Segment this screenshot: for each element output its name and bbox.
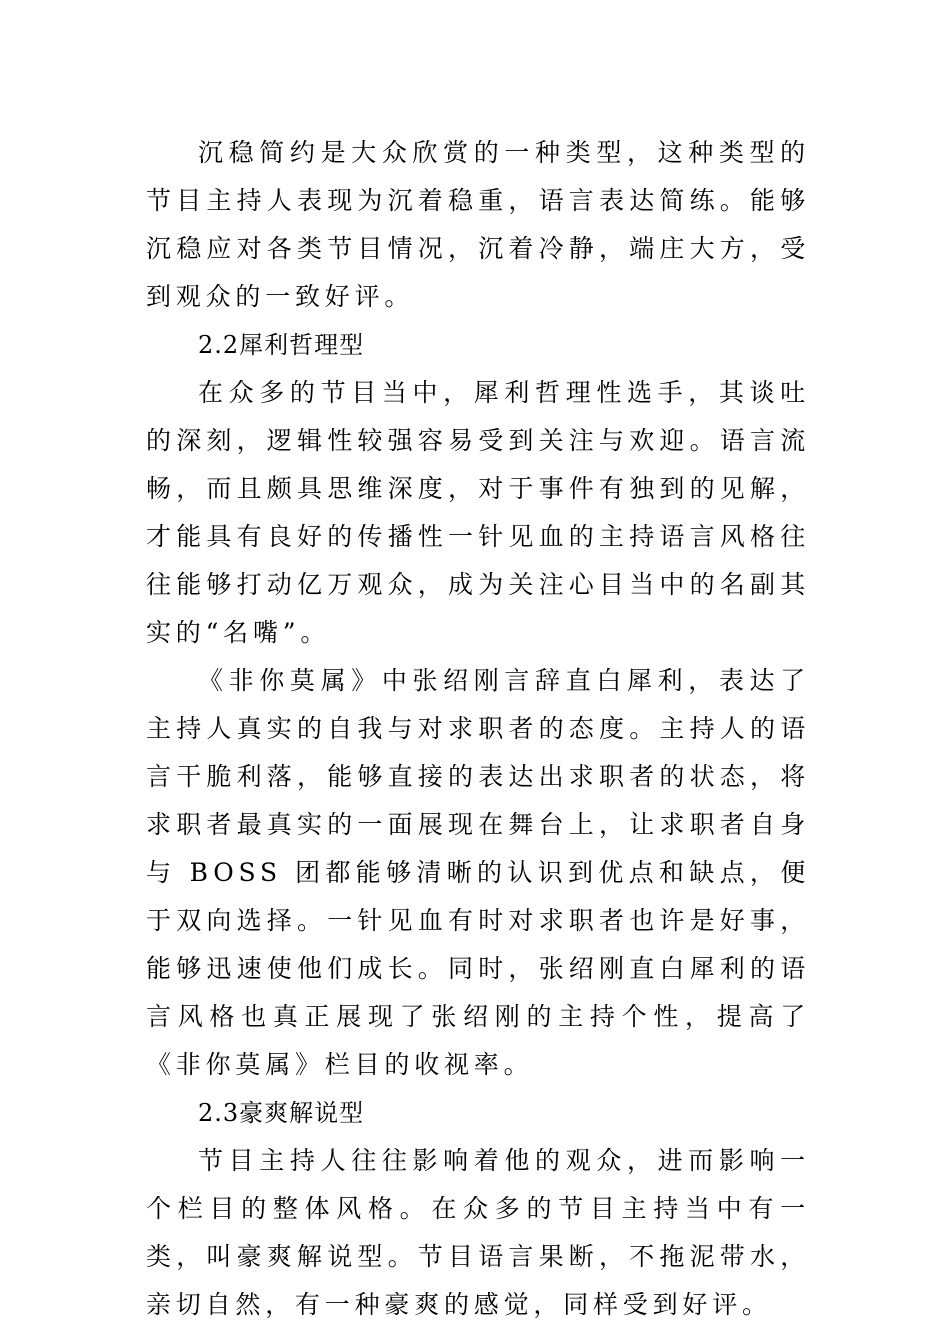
- paragraph-calm-style: 沉稳简约是大众欣赏的一种类型，这种类型的节目主持人表现为沉着稳重，语言表达简练。能够沉稳应对各类节目情况，沉着冷静，端庄大方，受到观众的一致好评。: [146, 138, 810, 311]
- section-heading-2-2: 2.2犀利哲理型: [198, 331, 365, 359]
- paragraph-bold-commentary: 节目主持人往往影响着他的观众，进而影响一个栏目的整体风格。在众多的节目主持当中有一类，叫豪爽解说型。节目语言果断，不拖泥带水，亲切自然，有一种豪爽的感觉，同样受到好评。: [146, 1146, 810, 1319]
- paragraph-fei-ni-mo-shu: 《非你莫属》中张绍刚言辞直白犀利，表达了主持人真实的自我与对求职者的态度。主持人的语言干脆利落，能够直接的表达出求职者的状态，将求职者最真实的一面展现在舞台上，让求职者自身与 BOSS 团都能够清晰的认识到优点和缺点，便于双向选择。一针见血有时对求职者也许是好事，能够迅速使他们成长。同时，张绍刚直白犀利的语言风格也真正展现了张绍刚的主持个性，提高了《非你莫属》栏目的收视率。: [146, 666, 810, 1079]
- document-body: [146, 129, 810, 1329]
- section-heading-2-3: 2.3豪爽解说型: [198, 1099, 365, 1127]
- paragraph-sharp-philosophy: 在众多的节目当中，犀利哲理性选手，其谈吐的深刻，逻辑性较强容易受到关注与欢迎。语言流畅，而且颇具思维深度，对于事件有独到的见解，才能具有良好的传播性一针见血的主持语言风格往往能够打动亿万观众，成为关注心目当中的名副其实的“名嘴”。: [146, 378, 810, 647]
